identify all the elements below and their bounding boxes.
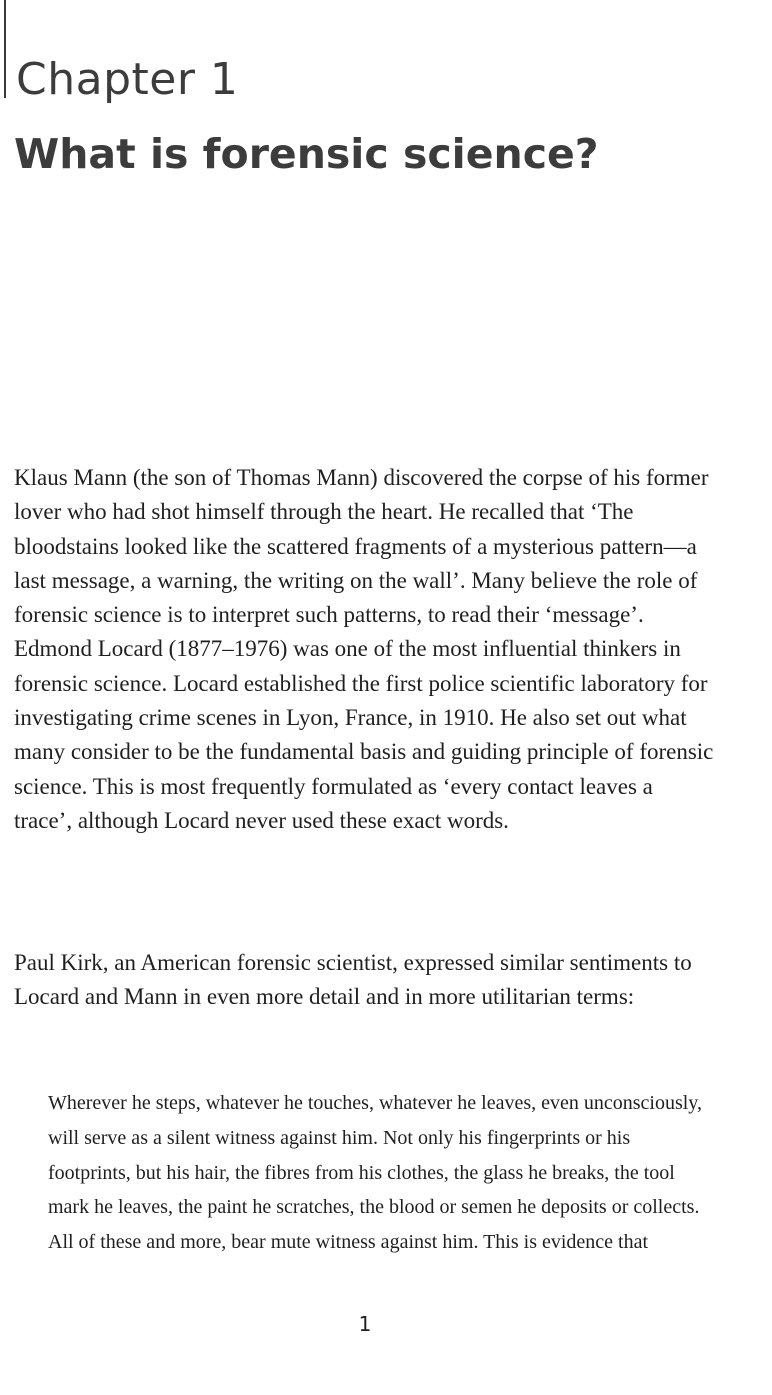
paragraph-kirk: Paul Kirk, an American forensic scientist, expressed similar sentiments to Locard and Mann in even more detail and in more utilitarian terms: — [14, 950, 692, 1010]
chapter-label: Chapter 1 — [16, 54, 239, 105]
kirk-quote: Wherever he steps, whatever he touches, whatever he leaves, even unconsciously, will serve as a silent witness against him. Not only his fingerprints or his footprints, but his hair, the fibres from his clothes, the glass he breaks, the tool mark he leaves, the paint he scratches, the blood or semen he deposits or collects. All of these and more, bear mute witness against him. This is evidence that — [48, 1092, 702, 1254]
chapter-title: What is forensic science? — [14, 130, 599, 178]
page-number: 1 — [358, 1312, 372, 1336]
page-edge-line — [4, 0, 6, 98]
paragraph-locard: Klaus Mann (the son of Thomas Mann) discovered the corpse of his former lover who had shot himself through the heart. He recalled that ‘The bloodstains looked like the scattered fragments of a mysterious pattern—a last message, a warning, the writing on the wall’. Many believe the role of forensic science is to interpret such patterns, to read their ‘message’. Edmond Locard (1877–1976) was one of the most influential thinkers in forensic science. Locard established the first police scientific laboratory for investigating crime scenes in Lyon, France, in 1910. He also set out what many consider to be the fundamental basis and guiding principle of forensic science. This is most frequently formulated as ‘every contact leaves a trace’, although Locard never used these exact words. — [14, 465, 714, 833]
